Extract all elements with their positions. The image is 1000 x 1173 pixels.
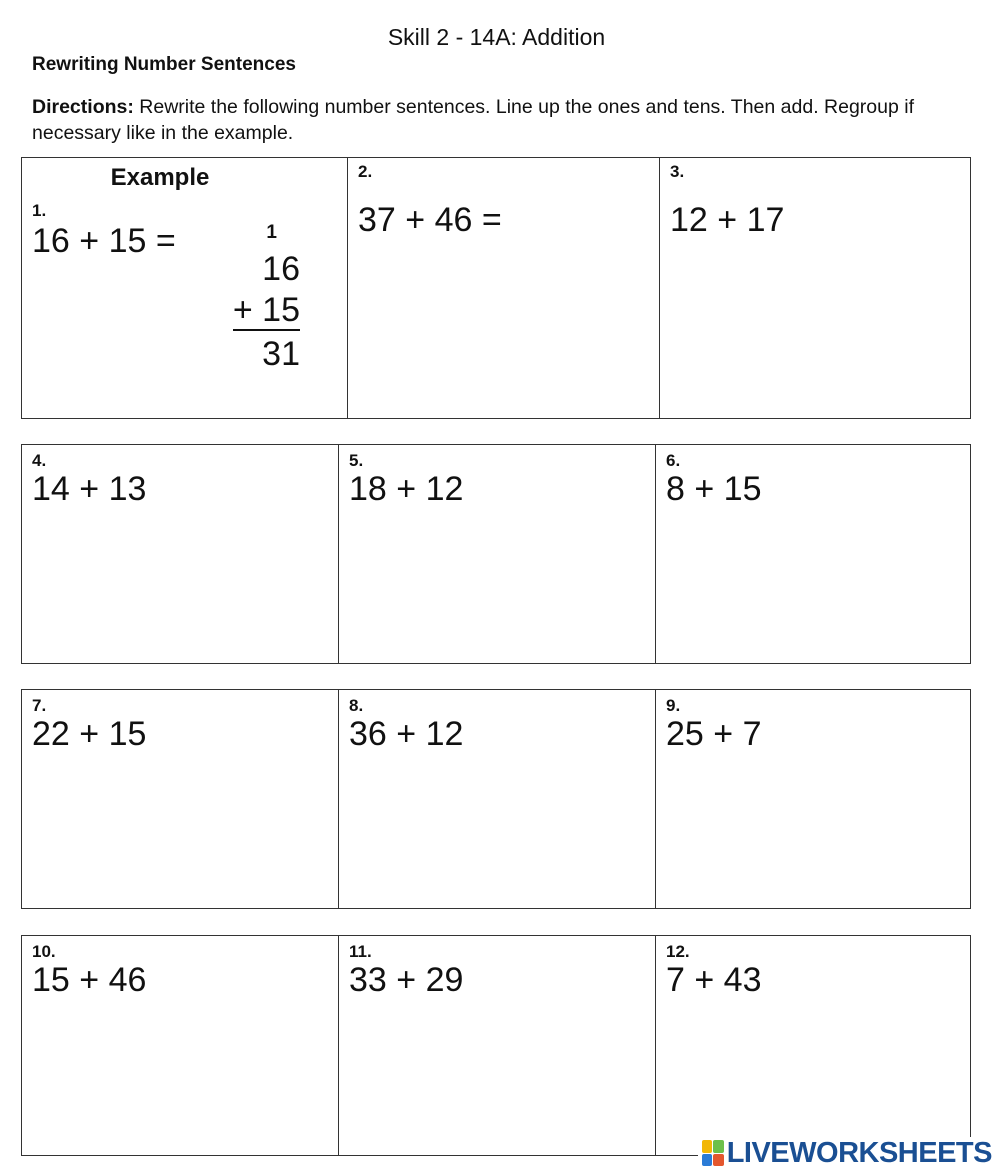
problem-number: 8. <box>349 696 364 715</box>
problem-cell[interactable] <box>339 936 656 1155</box>
problem-cell[interactable] <box>656 936 970 1155</box>
problem-expression: 33 + 29 <box>349 961 464 999</box>
problem-number: 2. <box>358 162 373 181</box>
problem-row-2 <box>21 444 971 664</box>
problem-expression: 14 + 13 <box>32 470 147 508</box>
logo-tile <box>713 1154 724 1167</box>
problem-expression: 22 + 15 <box>32 715 147 753</box>
example-heading: Example <box>110 164 210 191</box>
problem-cell[interactable] <box>348 158 660 418</box>
problem-cell[interactable] <box>22 936 339 1155</box>
directions-text: Rewrite the following number sentences. Line up the ones and tens. Then add. Regroup if necessary like in the example. <box>32 96 914 144</box>
example-addend: + 15 <box>232 291 300 329</box>
problem-number: 3. <box>670 162 685 181</box>
problem-expression: 8 + 15 <box>666 470 762 508</box>
problem-number: 9. <box>666 696 681 715</box>
logo-tile <box>713 1140 724 1153</box>
problem-row-4 <box>21 935 971 1156</box>
problem-row-1 <box>21 157 971 419</box>
problem-expression: 37 + 46 = <box>358 201 502 239</box>
problem-expression: 25 + 7 <box>666 715 762 753</box>
problem-number: 7. <box>32 696 47 715</box>
example-sum: 31 <box>262 335 300 373</box>
problem-number: 12. <box>666 942 690 961</box>
problem-cell[interactable] <box>656 690 970 908</box>
liveworksheets-brand[interactable] <box>698 1137 992 1169</box>
section-subtitle: Rewriting Number Sentences <box>32 54 296 75</box>
problem-cell[interactable] <box>22 445 339 663</box>
problem-number: 1. <box>32 201 47 220</box>
example-cell <box>22 158 348 418</box>
logo-tile <box>702 1154 713 1167</box>
problem-expression: 36 + 12 <box>349 715 464 753</box>
problem-number: 10. <box>32 942 56 961</box>
problem-number: 11. <box>349 942 372 961</box>
problem-number: 6. <box>666 451 681 470</box>
problem-cell[interactable] <box>22 690 339 908</box>
problem-expression: 18 + 12 <box>349 470 464 508</box>
directions <box>32 94 952 146</box>
problem-row-3 <box>21 689 971 909</box>
brand-wordmark: LIVEWORKSHEETS <box>726 1136 992 1169</box>
page-title: Skill 2 - 14A: Addition <box>387 24 606 50</box>
liveworksheets-logo-icon <box>702 1140 724 1166</box>
problem-number: 5. <box>349 451 364 470</box>
problem-expression: 12 + 17 <box>670 201 785 239</box>
logo-tile <box>702 1140 713 1153</box>
example-expression: 16 + 15 = <box>32 222 176 260</box>
directions-label: Directions: <box>32 96 134 118</box>
example-top-number: 16 <box>262 250 300 288</box>
problem-cell[interactable] <box>660 158 970 418</box>
problem-number: 4. <box>32 451 47 470</box>
problem-cell[interactable] <box>339 445 656 663</box>
problem-cell[interactable] <box>656 445 970 663</box>
problem-expression: 7 + 43 <box>666 961 762 999</box>
problem-cell[interactable] <box>339 690 656 908</box>
carry-digit: 1 <box>266 222 277 243</box>
problem-expression: 15 + 46 <box>32 961 147 999</box>
